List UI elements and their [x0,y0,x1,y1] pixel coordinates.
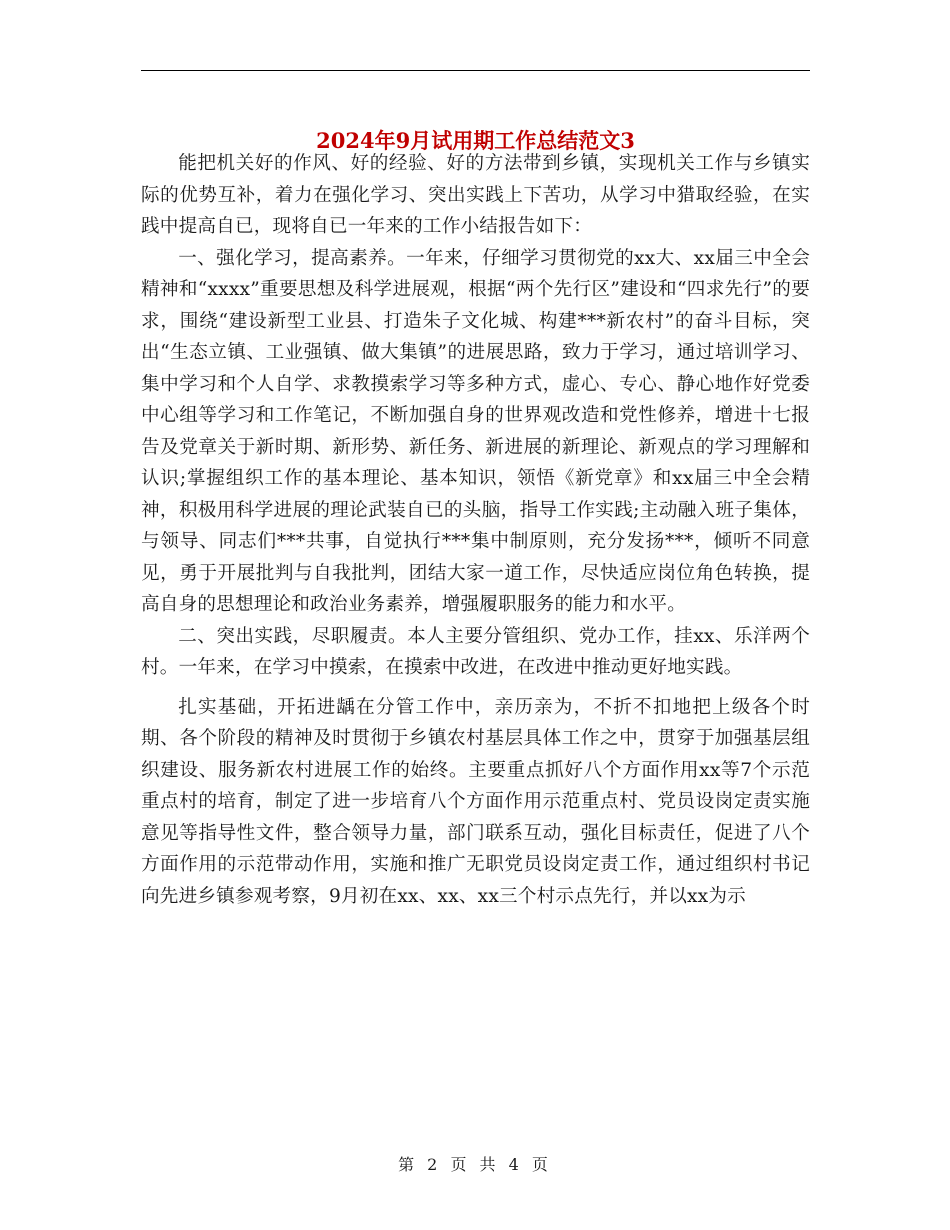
paragraph-practice: 二、突出实践，尽职履责。本人主要分管组织、党办工作，挂xx、乐洋两个村。一年来，在学习中摸索，在摸索中改进，在改进中推动更好地实践。 [141,625,810,678]
paragraph-study: 一、强化学习，提高素养。一年来，仔细学习贯彻党的xx大、xx届三中全会精神和“xxxx”重要思想及科学进展观，根据“两个先行区”建设和“四求先行”的要求，围绕“建设新型工业县、打造朱子文化城、构建***新农村”的奋斗目标，突出“生态立镇、工业强镇、做大集镇”的进展思路，致力于学习，通过培训学习、集中学习和个人自学、求教摸索学习等多种方式，虚心、专心、静心地作好党委中心组等学习和工作笔记，不断加强自身的世界观改造和党性修养，增进十七报告及党章关于新时期、新形势、新任务、新进展的新理论、新观点的学习理解和认识;掌握组织工作的基本理论、基本知识，领悟《新党章》和xx届三中全会精神，积极用科学进展的理论武装自已的头脑，指导工作实践;主动融入班子集体，与领导、同志们***共事，自觉执行***集中制原则，充分发扬***，倾听不同意见，勇于开展批判与自我批判，团结大家一道工作，尽快适应岗位角色转换，提高自身的思想理论和政治业务素养，增强履职服务的能力和水平。 [141,247,810,615]
page-number: 第 2 页 共 4 页 [398,1155,552,1174]
document-body [141,148,810,912]
paragraph-intro: 能把机关好的作风、好的经验、好的方法带到乡镇，实现机关工作与乡镇实际的优势互补，着力在强化学习、突出实践上下苦功，从学习中猎取经验，在实践中提高自已，现将自已一年来的工作小结报告如下： [141,153,810,237]
paragraph-foundation: 扎实基础，开拓进龋在分管工作中，亲历亲为，不折不扣地把上级各个时期、各个阶段的精神及时贯彻于乡镇农村基层具体工作之中，贯穿于加强基层组织建设、服务新农村进展工作的始终。主要重点抓好八个方面作用xx等7个示范重点村的培育，制定了进一步培育八个方面作用示范重点村、党员设岗定责实施意见等指导性文件，整合领导力量，部门联系互动，强化目标责任，促进了八个方面作用的示范带动作用，实施和推广无职党员设岗定责工作，通过组织村书记向先进乡镇参观考察，9月初在xx、xx、xx三个村示点先行，并以xx为示 [141,696,810,907]
document-title: 2024年9月试用期工作总结范文3 [316,128,635,154]
header-rule [141,70,810,71]
